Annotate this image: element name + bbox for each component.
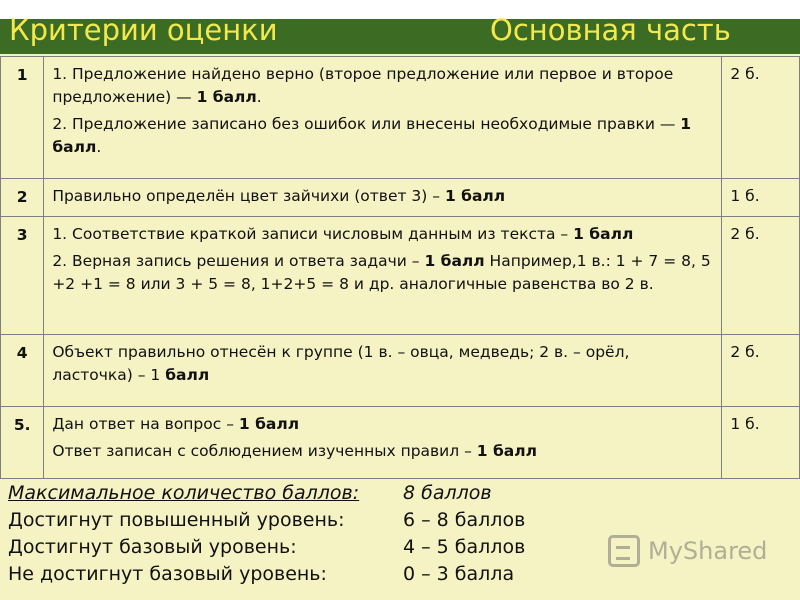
- criteria-row: [1, 407, 800, 479]
- criteria-points: 1 балл: [573, 225, 634, 243]
- criteria-row: [1, 57, 800, 179]
- criteria-row: [1, 335, 800, 407]
- criteria-number: 1: [1, 57, 44, 179]
- criteria-row: [1, 217, 800, 335]
- myshared-logo-icon: [608, 535, 640, 567]
- criteria-text: Объект правильно отнесён к группе (1 в. – овца, медведь; 2 в. – орёл, ласточка) – 1: [52, 343, 630, 384]
- criteria-paragraph: [52, 185, 713, 208]
- criteria-number: 3: [1, 217, 44, 335]
- criteria-text: 2. Верная запись решения и ответа задачи –: [52, 252, 425, 270]
- criteria-description: [44, 57, 722, 179]
- summary-row: [8, 561, 525, 588]
- criteria-score: 2 б.: [722, 57, 800, 179]
- criteria-row: [1, 179, 800, 217]
- summary-row: [8, 507, 525, 534]
- summary-value: 8 баллов: [403, 482, 492, 504]
- criteria-text: 1. Соответствие краткой записи числовым данным из текста –: [52, 225, 574, 243]
- summary-label: Достигнут базовый уровень:: [8, 536, 297, 558]
- criteria-points: 1 балл: [476, 442, 537, 460]
- criteria-text-tail: Например,1 в.: 1 + 7 = 8, 5 +2 +1 = 8 или 3 + 5 = 8, 1+2+5 = 8 и др. аналогичные равенства во 2 в.: [52, 252, 711, 293]
- criteria-score: 1 б.: [722, 407, 800, 479]
- criteria-paragraph: [52, 63, 713, 109]
- watermark-text: MyShared: [648, 537, 768, 565]
- criteria-description: [44, 335, 722, 407]
- summary-label: Не достигнут базовый уровень:: [8, 563, 327, 585]
- criteria-text-tail: .: [256, 88, 262, 106]
- criteria-text: Ответ записан с соблюдением изученных правил –: [52, 442, 477, 460]
- summary-row: [8, 534, 525, 561]
- criteria-paragraph: [52, 440, 713, 463]
- criteria-table-container: [0, 56, 800, 479]
- criteria-number: 2: [1, 179, 44, 217]
- criteria-paragraph: [52, 223, 713, 246]
- criteria-paragraph: [52, 250, 713, 296]
- criteria-description: [44, 217, 722, 335]
- slide-header: [0, 0, 800, 54]
- criteria-text: 1. Предложение найдено верно (второе предложение или первое и второе предложение) —: [52, 65, 674, 106]
- summary-value: 0 – 3 балла: [403, 563, 515, 585]
- criteria-number: 4: [1, 335, 44, 407]
- watermark: [608, 535, 767, 567]
- criteria-points: 1 балл: [444, 187, 506, 205]
- summary-value: 4 – 5 баллов: [403, 536, 526, 558]
- summary-row: [8, 480, 525, 507]
- criteria-text: 2. Предложение записано без ошибок или внесены необходимые правки —: [52, 115, 681, 133]
- criteria-table: [0, 56, 800, 479]
- criteria-paragraph: [52, 341, 713, 387]
- criteria-points: балл: [165, 366, 210, 384]
- summary-label: Достигнут повышенный уровень:: [8, 509, 345, 531]
- criteria-description: [44, 407, 722, 479]
- criteria-score: 2 б.: [722, 217, 800, 335]
- criteria-description: [44, 179, 722, 217]
- slide-title: Критерии оценки: [9, 13, 278, 47]
- summary-label: Максимальное количество баллов:: [8, 482, 360, 504]
- criteria-text: Дан ответ на вопрос –: [52, 415, 239, 433]
- summary-value: 6 – 8 баллов: [403, 509, 526, 531]
- criteria-points: 1 балл: [238, 415, 300, 433]
- criteria-paragraph: [52, 113, 713, 159]
- criteria-score: 2 б.: [722, 335, 800, 407]
- criteria-paragraph: [52, 413, 713, 436]
- summary: [8, 480, 525, 588]
- criteria-text: Правильно определён цвет зайчихи (ответ 3) –: [52, 187, 445, 205]
- criteria-text-tail: .: [96, 138, 102, 156]
- criteria-points: 1 балл: [424, 252, 485, 270]
- criteria-number: 5.: [1, 407, 44, 479]
- criteria-points: 1 балл: [52, 115, 692, 156]
- slide-subtitle: Основная часть: [490, 13, 731, 47]
- criteria-points: 1 балл: [196, 88, 257, 106]
- criteria-score: 1 б.: [722, 179, 800, 217]
